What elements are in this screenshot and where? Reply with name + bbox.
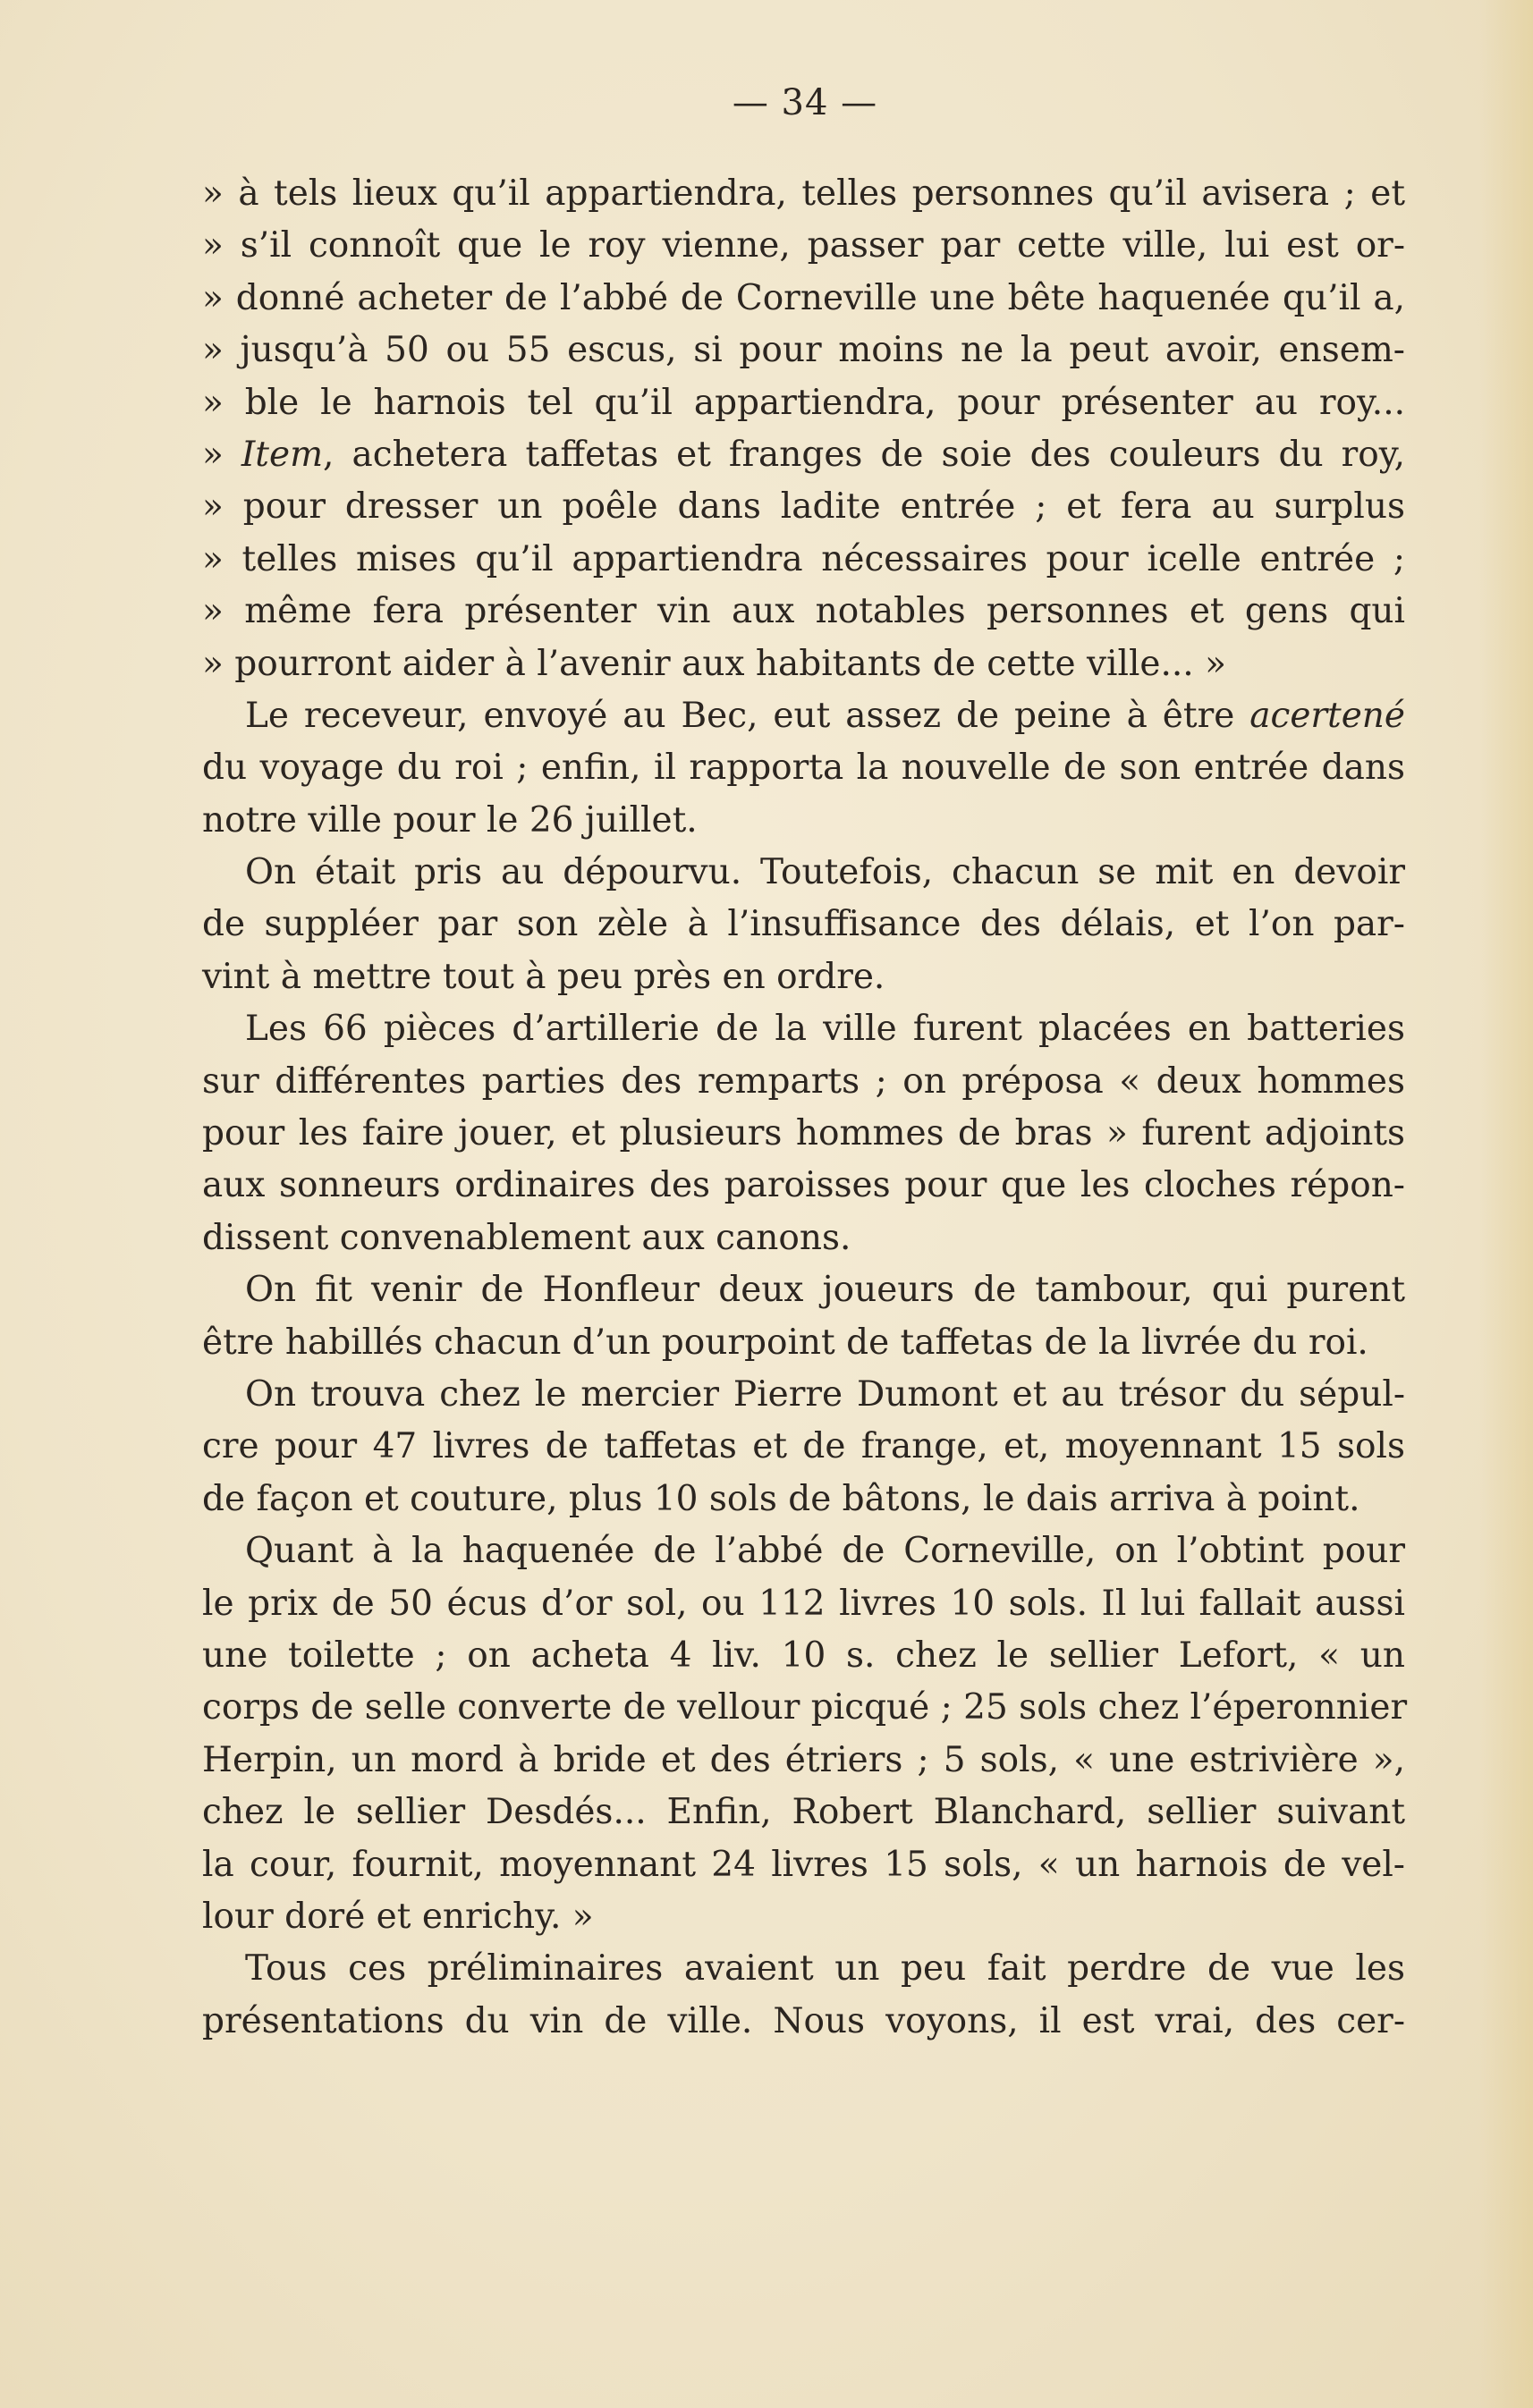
text-line: On trouva chez le mercier Pierre Dumont et au trésor du sépul- xyxy=(245,1373,1405,1415)
text-line xyxy=(202,690,1405,742)
text-line: » pour dresser un poêle dans ladite entrée ; et fera au surplus xyxy=(202,486,1405,528)
text-line: pour les faire jouer, et plusieurs hommes de bras » furent adjoints xyxy=(202,1113,1405,1154)
body-text xyxy=(202,168,1408,2048)
text-line: une toilette ; on acheta 4 liv. 10 s. chez le sellier Lefort, « un xyxy=(202,1635,1405,1676)
text-line: On fit venir de Honfleur deux joueurs de tambour, qui purent xyxy=(245,1270,1405,1311)
text-line: » pourront aider à l’avenir aux habitants de cette ville... » xyxy=(202,643,1226,684)
text-line: Quant à la haquenée de l’abbé de Corneville, on l’obtint pour xyxy=(245,1531,1405,1572)
text-line xyxy=(202,429,1405,481)
text-line: du voyage du roi ; enfin, il rapporta la nouvelle de son entrée dans xyxy=(202,748,1405,789)
text-line: sur différentes parties des remparts ; on préposa « deux hommes xyxy=(202,1060,1405,1102)
text-line: On était pris au dépourvu. Toutefois, chacun se mit en devoir xyxy=(245,852,1405,893)
text-line: vint à mettre tout à peu près en ordre. xyxy=(202,956,885,997)
text-line: cre pour 47 livres de taffetas et de frange, et, moyennant 15 sols xyxy=(202,1426,1405,1467)
text-line: Herpin, un mord à bride et des étriers ; 5 sols, « une estrivière », xyxy=(202,1739,1405,1780)
text-line: de suppléer par son zèle à l’insuffisance des délais, et l’on par- xyxy=(202,904,1405,945)
text-line: présentations du vin de ville. Nous voyons, il est vrai, des cer- xyxy=(202,2000,1405,2041)
text-line: Tous ces préliminaires avaient un peu fait perdre de vue les xyxy=(245,1948,1405,1990)
text-line: dissent convenablement aux canons. xyxy=(202,1217,851,1258)
text-line: » telles mises qu’il appartiendra nécessaires pour icelle entrée ; xyxy=(202,538,1405,579)
italic-term: acertené xyxy=(1249,695,1405,736)
text-line: chez le sellier Desdés... Enfin, Robert Blanchard, sellier suivant xyxy=(202,1792,1405,1833)
text-line: être habillés chacun d’un pourpoint de taffetas de la livrée du roi. xyxy=(202,1322,1368,1363)
page-number: — 34 — xyxy=(732,82,878,123)
text-line: corps de selle converte de vellour picqué ; 25 sols chez l’éperonnier xyxy=(202,1687,1408,1728)
text-line: » ble le harnois tel qu’il appartiendra, pour présenter au roy... xyxy=(202,382,1405,423)
italic-term: Item xyxy=(241,434,324,475)
text-line: » jusqu’à 50 ou 55 escus, si pour moins ne la peut avoir, ensem- xyxy=(202,330,1405,371)
text-segment: , achetera taffetas et franges de soie des couleurs du roy, xyxy=(323,434,1406,475)
page-edge-shading xyxy=(1479,0,1533,2408)
text-line: » même fera présenter vin aux notables personnes et gens qui xyxy=(202,591,1405,632)
text-segment: Le receveur, envoyé au Bec, eut assez de peine à être xyxy=(245,695,1250,736)
text-line: » s’il connoît que le roy vienne, passer par cette ville, lui est or- xyxy=(202,225,1405,266)
text-line: lour doré et enrichy. » xyxy=(202,1896,594,1937)
text-line: » à tels lieux qu’il appartiendra, telles personnes qu’il avisera ; et xyxy=(202,173,1405,214)
text-line: » donné acheter de l’abbé de Corneville une bête haquenée qu’il a, xyxy=(202,277,1405,318)
text-line: Les 66 pièces d’artillerie de la ville furent placées en batteries xyxy=(245,1009,1405,1050)
text-line: aux sonneurs ordinaires des paroisses pour que les cloches répon- xyxy=(202,1165,1405,1206)
text-line: notre ville pour le 26 juillet. xyxy=(202,799,698,841)
text-line: de façon et couture, plus 10 sols de bâtons, le dais arriva à point. xyxy=(202,1478,1360,1519)
text-line: le prix de 50 écus d’or sol, ou 112 livres 10 sols. Il lui fallait aussi xyxy=(202,1583,1405,1624)
text-segment: » xyxy=(202,434,241,475)
text-line: la cour, fournit, moyennant 24 livres 15 sols, « un harnois de vel- xyxy=(202,1844,1405,1885)
